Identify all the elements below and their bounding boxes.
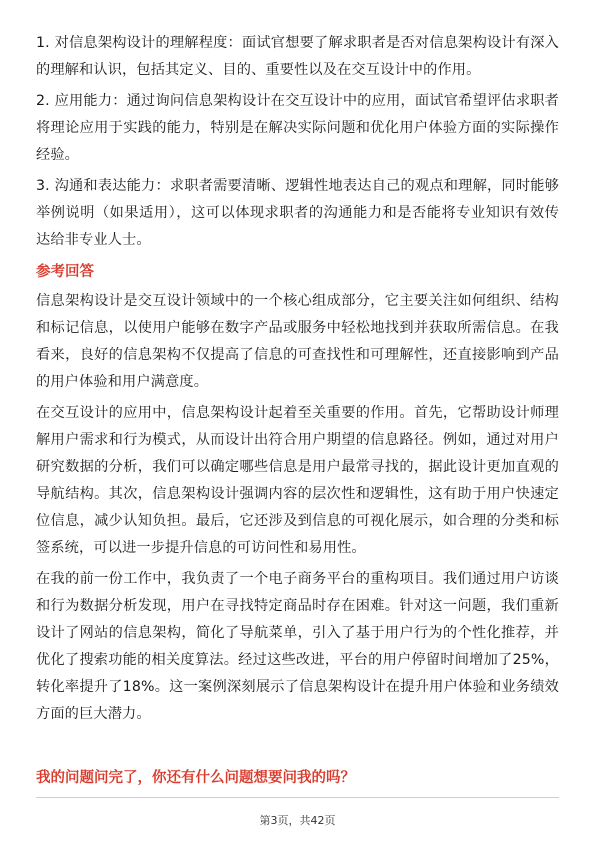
reference-answer-heading: 参考回答: [36, 264, 94, 280]
closing-question: 我的问题问完了，你还有什么问题想要问我的吗？: [36, 770, 355, 786]
answer-paragraph-definition: 信息架构设计是交互设计领域中的一个核心组成部分，它主要关注如何组织、结构和标记信息，以使用户能够在数字产品或服务中轻松地找到并获取所需信息。在我看来，良好的信息架构不仅提高了信息的可查找性和可理解性，还直接影响到产品的用户体验和用户满意度。: [36, 293, 559, 390]
answer-paragraph-application: 在交互设计的应用中，信息架构设计起着至关重要的作用。首先，它帮助设计师理解用户需求和行为模式，从而设计出符合用户期望的信息路径。例如，通过对用户研究数据的分析，我们可以确定哪些信息是用户最常寻找的，据此设计更加直观的导航结构。其次，信息架构设计强调内容的层次性和逻辑性，这有助于用户快速定位信息，减少认知负担。最后，它还涉及到信息的可视化展示，如合理的分类和标签系统，可以进一步提升信息的可访问性和易用性。: [36, 405, 559, 556]
answer-paragraph-case-study: 在我的前一份工作中，我负责了一个电子商务平台的重构项目。我们通过用户访谈和行为数据分析发现，用户在寻找特定商品时存在困难。针对这一问题，我们重新设计了网站的信息架构，简化了导航菜单，引入了基于用户行为的个性化推荐，并优化了搜索功能的相关度算法。经过这些改进，平台的用户停留时间增加了25%，转化率提升了18%。这一案例深刻展示了信息架构设计在提升用户体验和业务绩效方面的巨大潜力。: [36, 571, 559, 722]
page-number: 第3页，共42页: [259, 814, 336, 827]
divider: [36, 797, 559, 798]
page-content: [36, 30, 559, 732]
criterion-communication: 3. 沟通和表达能力：求职者需要清晰、逻辑性地表达自己的观点和理解，同时能够举例说明（如果适用），这可以体现求职者的沟通能力和是否能将专业知识有效传达给非专业人士。: [36, 178, 559, 248]
criterion-application: 2. 应用能力：通过询问信息架构设计在交互设计中的应用，面试官希望评估求职者将理论应用于实践的能力，特别是在解决实际问题和优化用户体验方面的实际操作经验。: [36, 93, 559, 163]
criterion-understanding: 1. 对信息架构设计的理解程度：面试官想要了解求职者是否对信息架构设计有深入的理解和认识，包括其定义、目的、重要性以及在交互设计中的作用。: [36, 35, 559, 78]
